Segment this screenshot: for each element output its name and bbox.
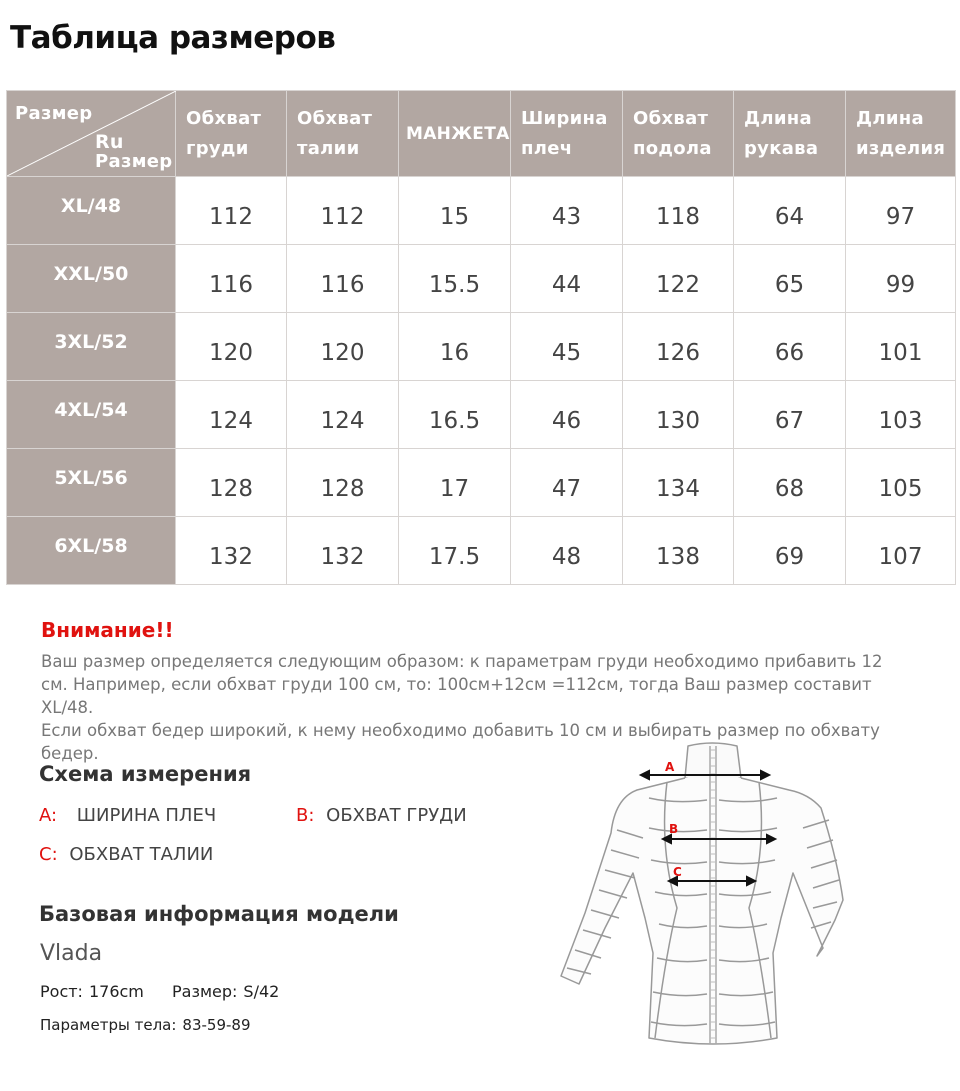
row-size: 5XL/56 <box>7 449 176 517</box>
table-cell: 65 <box>734 245 846 313</box>
height-label: Рост: <box>40 982 83 1001</box>
corner-label-size: Размер <box>15 103 93 124</box>
table-cell: 130 <box>623 381 734 449</box>
table-row <box>7 245 956 313</box>
table-cell: 120 <box>176 313 287 381</box>
measure-letter-c: C: <box>39 844 58 865</box>
table-cell: 67 <box>734 381 846 449</box>
table-cell: 16 <box>399 313 511 381</box>
table-cell: 116 <box>287 245 399 313</box>
table-cell: 116 <box>176 245 287 313</box>
diagram-label-b: B <box>669 822 679 836</box>
measure-item-b <box>296 805 467 826</box>
row-size: 6XL/58 <box>7 517 176 585</box>
jacket-outline <box>561 743 843 1044</box>
measure-scheme-title: Схема измерения <box>39 762 252 786</box>
table-cell: 66 <box>734 313 846 381</box>
model-body-params <box>40 1016 251 1034</box>
table-cell: 45 <box>511 313 623 381</box>
table-cell: 15.5 <box>399 245 511 313</box>
table-header-row <box>7 91 956 177</box>
table-cell: 132 <box>287 517 399 585</box>
table-cell: 16.5 <box>399 381 511 449</box>
table-cell: 17.5 <box>399 517 511 585</box>
table-row <box>7 449 956 517</box>
table-cell: 48 <box>511 517 623 585</box>
table-cell: 118 <box>623 177 734 245</box>
measure-label-shoulder: ШИРИНА ПЛЕЧ <box>76 805 217 826</box>
header-item-length: Длина изделия <box>846 91 956 177</box>
note-line: см. Например, если обхват груди 100 см, то: 100см+12см =112см, тогда Ваш размер составит XL/48. <box>41 675 872 717</box>
measure-letter-b: B: <box>296 805 315 826</box>
jacket-measurement-diagram <box>545 738 855 1048</box>
table-cell: 105 <box>846 449 956 517</box>
size-table <box>6 90 956 585</box>
table-cell: 15 <box>399 177 511 245</box>
header-waist: Обхват талии <box>287 91 399 177</box>
table-cell: 99 <box>846 245 956 313</box>
note-line: бедер. <box>41 744 99 763</box>
table-corner-cell <box>7 91 176 177</box>
table-cell: 124 <box>287 381 399 449</box>
diagram-label-c: C <box>673 865 682 879</box>
note-line: Ваш размер определяется следующим образом: к параметрам груди необходимо прибавить 12 <box>41 652 883 671</box>
table-cell: 128 <box>176 449 287 517</box>
header-hem: Обхват подола <box>623 91 734 177</box>
table-cell: 134 <box>623 449 734 517</box>
height-value: 176cm <box>88 982 144 1001</box>
table-cell: 112 <box>287 177 399 245</box>
table-cell: 124 <box>176 381 287 449</box>
row-size: 4XL/54 <box>7 381 176 449</box>
params-label: Параметры тела: <box>40 1016 177 1034</box>
table-row <box>7 313 956 381</box>
attention-title: Внимание!! <box>41 618 174 642</box>
note-line: Если обхват бедер широкий, к нему необходимо добавить 10 см и выбирать размер по обхвату <box>41 721 880 740</box>
table-cell: 43 <box>511 177 623 245</box>
table-cell: 46 <box>511 381 623 449</box>
table-cell: 128 <box>287 449 399 517</box>
header-cuff: МАНЖЕТА <box>399 91 511 177</box>
table-cell: 44 <box>511 245 623 313</box>
size-value: S/42 <box>243 982 280 1001</box>
table-cell: 17 <box>399 449 511 517</box>
row-size: XL/48 <box>7 177 176 245</box>
model-size <box>172 982 279 1001</box>
table-row <box>7 381 956 449</box>
table-cell: 47 <box>511 449 623 517</box>
table-cell: 112 <box>176 177 287 245</box>
header-chest: Обхват груди <box>176 91 287 177</box>
table-cell: 132 <box>176 517 287 585</box>
table-cell: 68 <box>734 449 846 517</box>
measure-letter-a: A: <box>39 805 58 826</box>
row-size: 3XL/52 <box>7 313 176 381</box>
table-cell: 138 <box>623 517 734 585</box>
model-height <box>40 982 144 1001</box>
table-cell: 122 <box>623 245 734 313</box>
measure-label-waist: ОБХВАТ ТАЛИИ <box>69 844 214 865</box>
table-cell: 126 <box>623 313 734 381</box>
size-label: Размер: <box>172 982 238 1001</box>
table-cell: 64 <box>734 177 846 245</box>
model-info-title: Базовая информация модели <box>39 902 399 926</box>
table-cell: 103 <box>846 381 956 449</box>
measure-item-c <box>39 844 213 865</box>
table-cell: 120 <box>287 313 399 381</box>
params-value: 83-59-89 <box>182 1016 251 1034</box>
table-cell: 69 <box>734 517 846 585</box>
header-sleeve-length: Длина рукава <box>734 91 846 177</box>
model-name: Vlada <box>40 941 103 966</box>
page-title: Таблица размеров <box>10 20 336 56</box>
table-cell: 97 <box>846 177 956 245</box>
corner-label-ru-size: Размер <box>95 151 173 172</box>
row-size: XXL/50 <box>7 245 176 313</box>
measure-label-chest: ОБХВАТ ГРУДИ <box>326 805 467 826</box>
header-shoulder-width: Ширина плеч <box>511 91 623 177</box>
diagram-label-a: A <box>665 760 675 774</box>
table-row <box>7 517 956 585</box>
measure-item-a <box>39 805 216 826</box>
table-row <box>7 177 956 245</box>
corner-label-ru: Ru <box>95 131 124 153</box>
table-cell: 101 <box>846 313 956 381</box>
table-cell: 107 <box>846 517 956 585</box>
